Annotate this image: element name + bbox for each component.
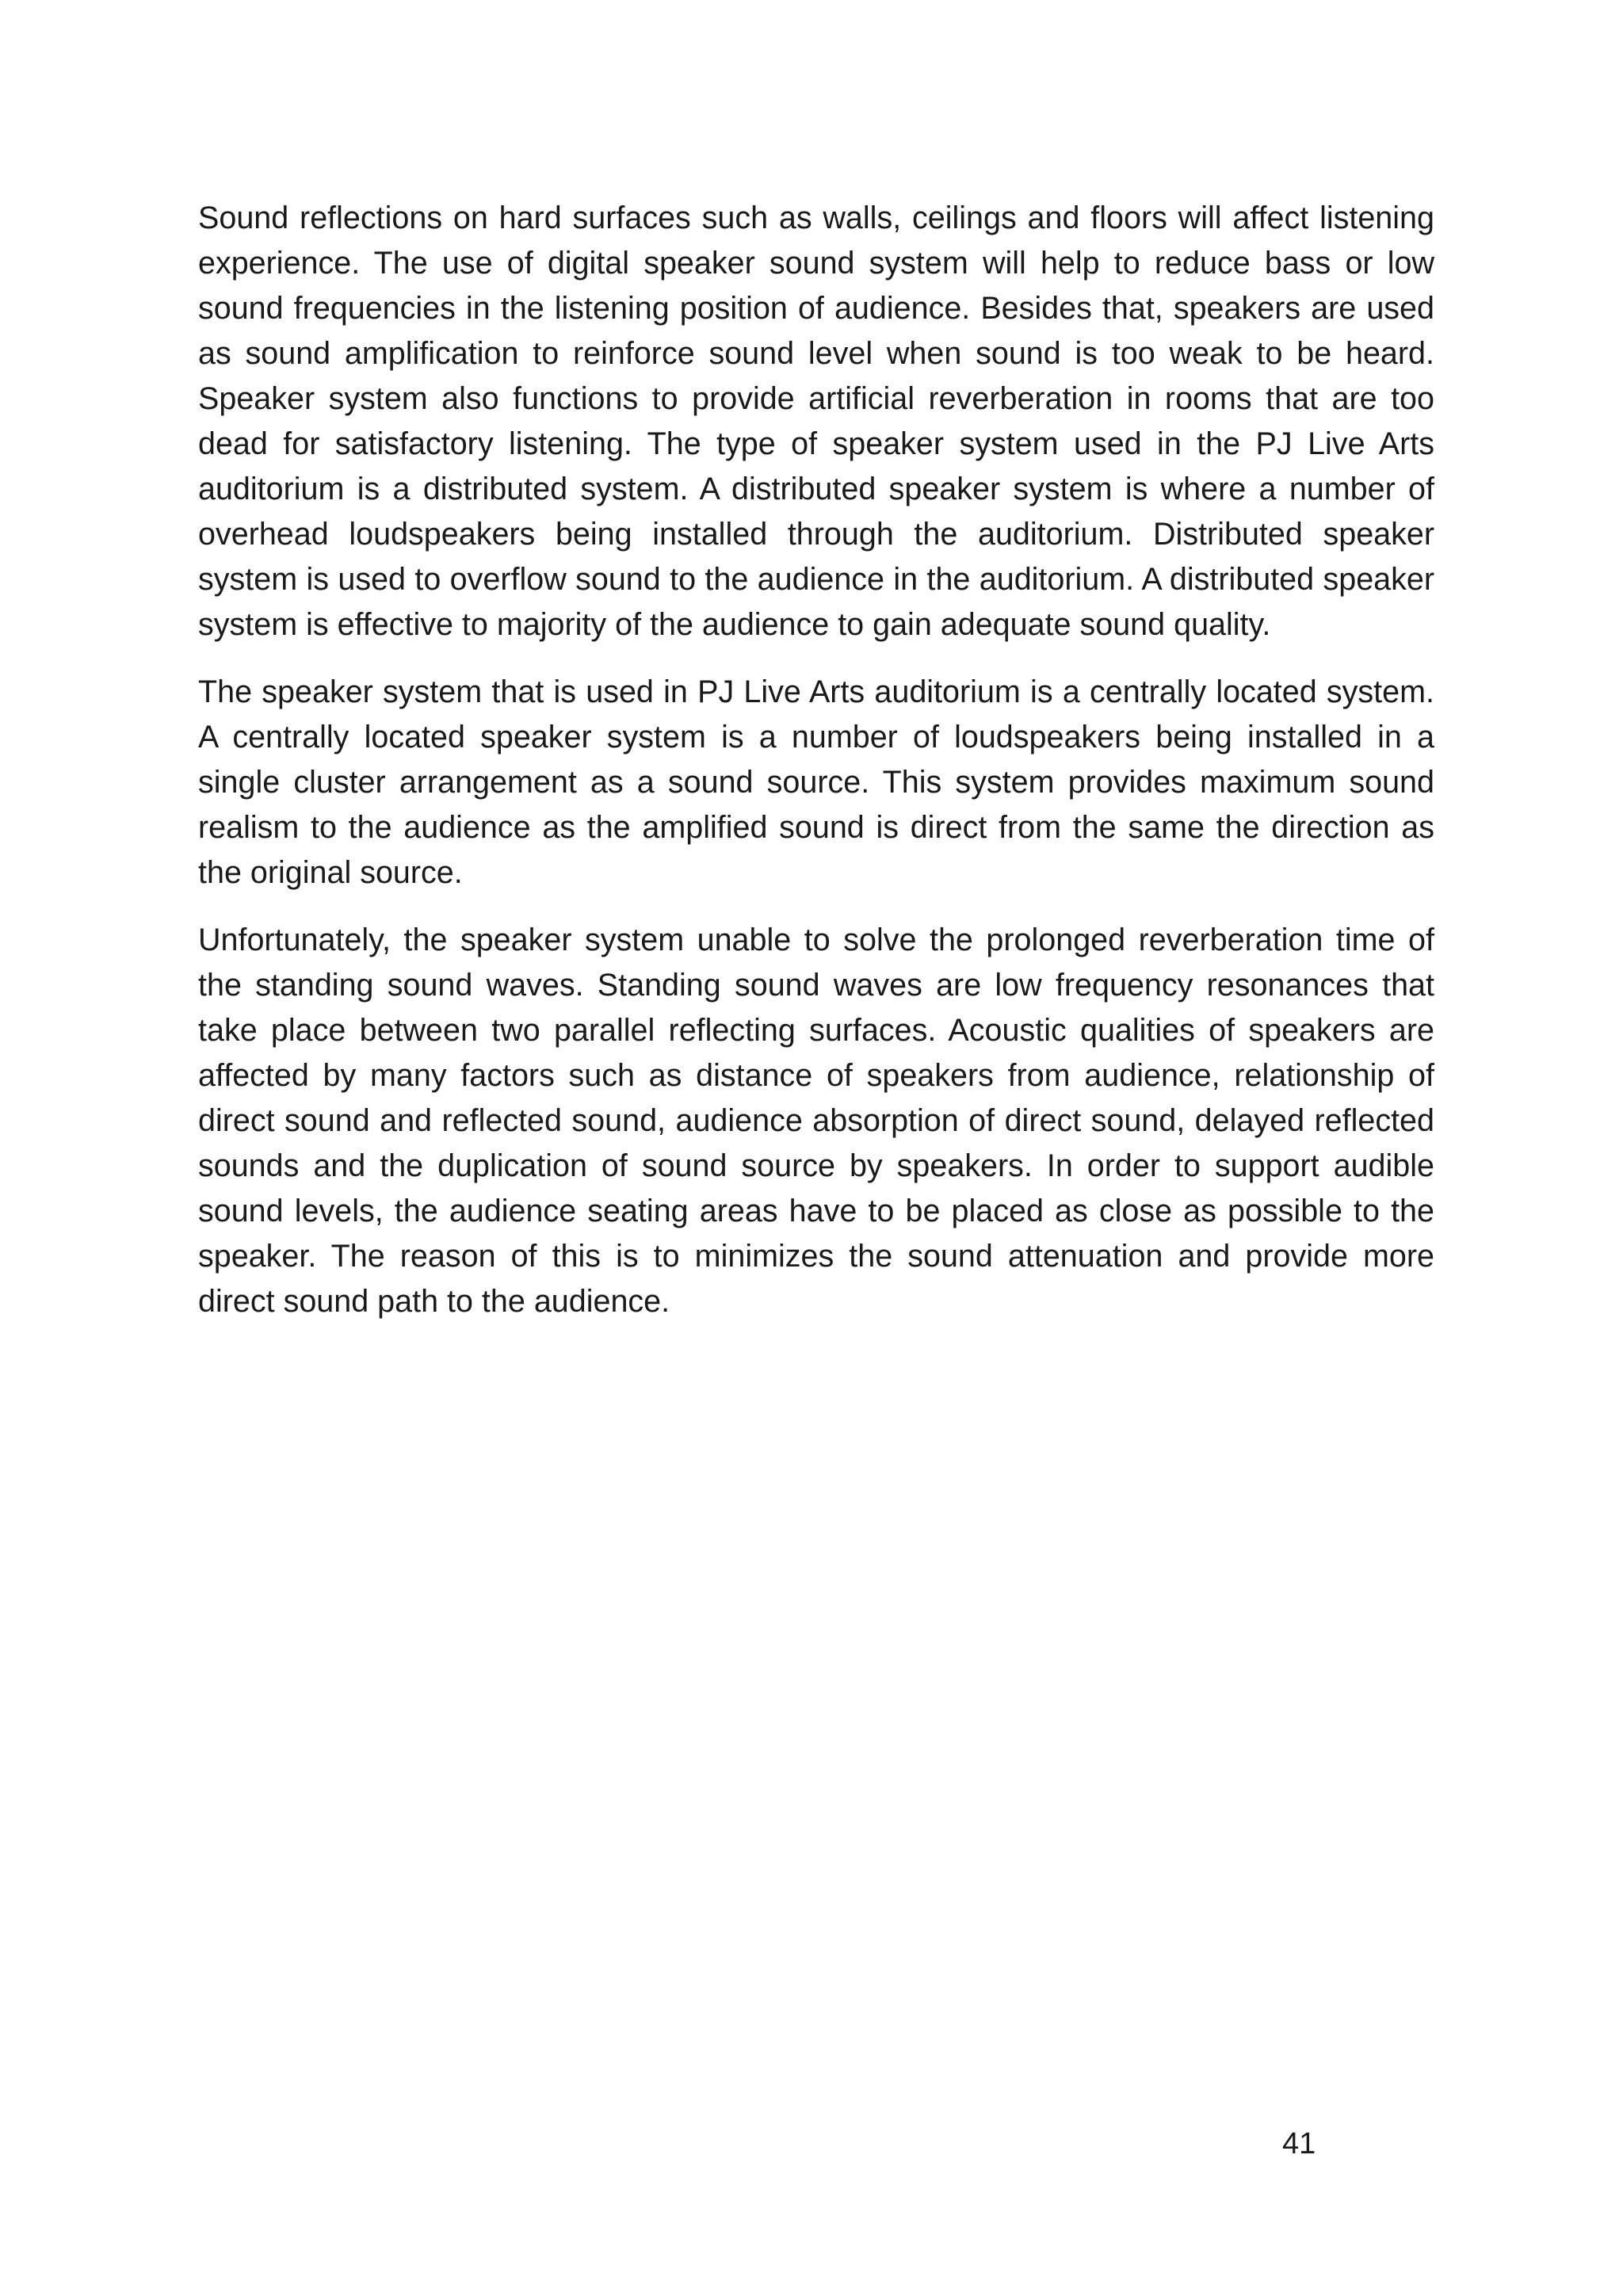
paragraph: Unfortunately, the speaker system unable to solve the prolonged reverberation time of the standing sound waves. Standing sound waves are low frequency resonances that take place between two parallel reflecting surfaces. Acoustic qualities of speakers are affected by many factors such as distance of speakers from audience, relationship of direct sound and reflected sound, audience absorption of direct sound, delayed reflected sounds and the duplication of sound source by speakers. In order to support audible sound levels, the audience seating areas have to be placed as close as possible to the speaker. The reason of this is to minimizes the sound attenuation and provide more direct sound path to the audience. xyxy=(198,923,1434,1319)
body-text xyxy=(198,196,1434,1347)
paragraph: The speaker system that is used in PJ Live Arts auditorium is a centrally located system. A centrally located speaker system is a number of loudspeakers being installed in a single cluster arrangement as a sound source. This system provides maximum sound realism to the audience as the amplified sound is direct from the same the direction as the original source. xyxy=(198,674,1434,890)
paragraph: Sound reflections on hard surfaces such as walls, ceilings and floors will affect listening experience. The use of digital speaker sound system will help to reduce bass or low sound frequencies in the listening position of audience. Besides that, speakers are used as sound amplification to reinforce sound level when sound is too weak to be heard. Speaker system also functions to provide artificial reverberation in rooms that are too dead for satisfactory listening. The type of speaker system used in the PJ Live Arts auditorium is a distributed system. A distributed speaker system is where a number of overhead loudspeakers being installed through the auditorium. Distributed speaker system is used to overflow sound to the audience in the auditorium. A distributed speaker system is effective to majority of the audience to gain adequate sound quality. xyxy=(198,201,1434,642)
page-number: 41 xyxy=(1282,2127,1316,2160)
